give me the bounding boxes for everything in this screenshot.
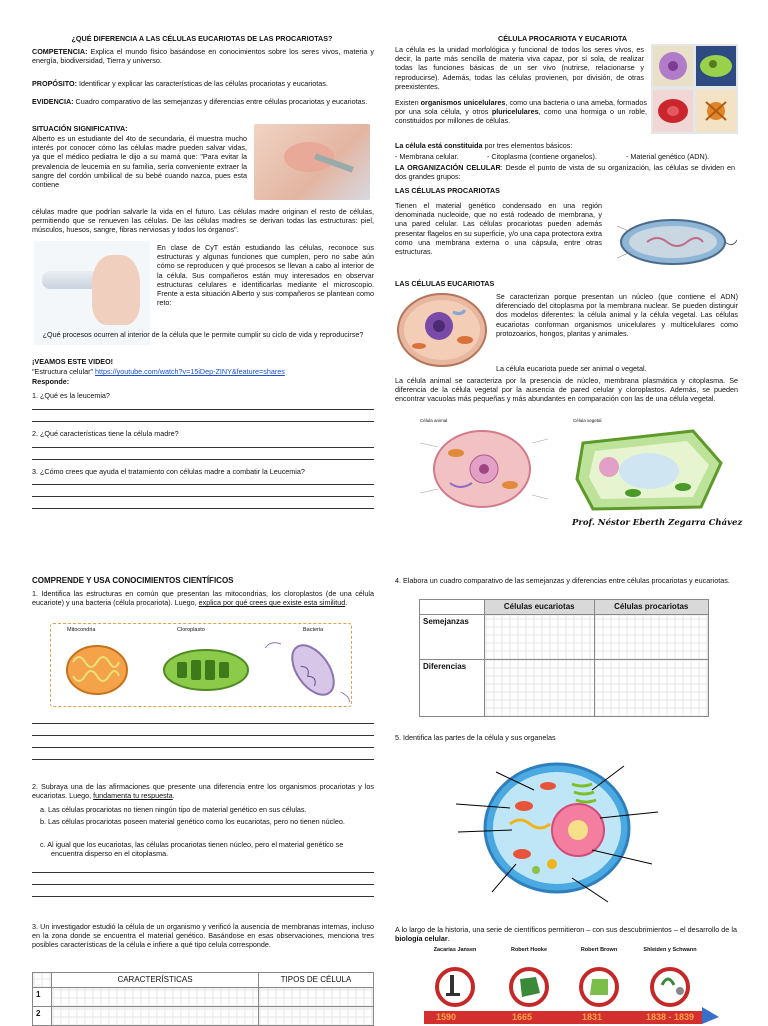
situacion-p3: En clase de CyT están estudiando las células, reconoce sus estructuras y algunas funciones que cumplen, pero no sabe aún cómo se reproducen y qué procesos se llevan a cabo al interior de la célula. Sus compañeros están muy interesados en observar estructuras celulares e identificarlas mediante el microscopio. Frente a esta situación Alberto y sus compañeros se plantean como reto: [157, 243, 374, 308]
element-cytoplasm: - Citoplasma (contiene organelos). [487, 152, 597, 161]
cell-parts-diagram [452, 746, 662, 906]
element-dna: - Material genético (ADN). [626, 152, 710, 161]
table-cell[interactable] [594, 615, 709, 660]
text-run: biología celular [395, 934, 448, 944]
header-eukaryotes: Células eucariotas [485, 600, 595, 615]
cells-collage-art [651, 44, 738, 134]
situacion-p2: células madre que podrían salvarle la vida en el futuro. Las células madre originan el resto de células, permitiendo que se renueven las células. De las células madres se derivan todas las estructuras: piel, músculos, huesos, sangre, fibras nerviosas y todos los órganos". [32, 207, 374, 235]
table-cell[interactable] [52, 988, 259, 1007]
eukaryote-diagram [395, 290, 490, 370]
table-corner [420, 600, 485, 615]
answer-line[interactable] [32, 759, 374, 760]
exercise-2 [32, 782, 374, 800]
text-run: Existen [395, 98, 421, 107]
table-cell[interactable] [52, 1007, 259, 1026]
text-run: . [447, 934, 450, 944]
cell-intro: La célula es la unidad morfológica y funcional de todos los seres vivos, es decir, la parte más sencilla de materia viva capaz, por sí sola, de realizar todas las funciones básicas de un ser vivo (nutrirse, relacionarse y reproducirse). Además, todas las células provienen, por división, de otras preexistentes. [395, 45, 644, 91]
table-row-number: 2 [33, 1007, 52, 1026]
uni-pluri-text [395, 98, 647, 126]
cells-collage [651, 44, 738, 134]
scientist-name: Robert Brown [580, 947, 618, 953]
text-run: , como una bacteria o una ameba, formados por una sola célula, y otros [395, 98, 647, 117]
situacion-p1: Alberto es un estudiante del 4to de secundaria, él muestra mucho interés por conocer cómo las células madre pueden salvar vidas, ya que el médico pediatra le dijo a su mamá que: "Para evitar la prevalencia de leucemia en su familia, sería conveniente extraer la sangre del cordón umbilical de su bebé cuando nazca, pues esta contiene [32, 134, 247, 190]
plant-cell-art [573, 423, 733, 515]
situacion-label: SITUACIÓN SIGNIFICATIVA: [32, 124, 128, 133]
author-signature: Prof. Néstor Eberth Zegarra Chávez [572, 518, 743, 528]
table-corner [33, 973, 52, 988]
table-cell[interactable] [485, 660, 595, 717]
text-run: . [172, 791, 175, 801]
question-3: 3. ¿Cómo crees que ayuda el tratamiento con células madre a combatir la Leucemia? [32, 467, 305, 476]
timeline-year: 1665 [512, 1012, 533, 1022]
table-header-cell-type: TIPOS DE CÉLULA [259, 973, 374, 988]
evidencia [32, 97, 374, 106]
answer-line[interactable] [32, 508, 374, 509]
text-run: organismos unicelulares [420, 98, 506, 107]
cell-elements-intro [395, 141, 735, 150]
question-1: 1. ¿Qué es la leucemia? [32, 391, 110, 400]
evidencia-label: EVIDENCIA: [32, 97, 74, 106]
text-run: LA ORGANIZACIÓN CELULAR [395, 163, 501, 172]
animal-cell-caption: Célula animal [420, 418, 448, 423]
competencia-label: COMPETENCIA: [32, 47, 88, 56]
timeline-year: 1838 - 1839 [646, 1012, 695, 1022]
eukaryote-heading: LAS CÉLULAS EUCARIOTAS [395, 279, 495, 288]
organelles-figure [50, 623, 352, 707]
text-run: 2. Subraya una de las afirmaciones que presente una diferencia entre los organismos procariotas y los eucariotas. Luego, [32, 782, 374, 801]
text-run: . [345, 598, 348, 608]
scientist-name: Shleiden y Schwann [643, 947, 697, 953]
text-run: A lo largo de la historia, una serie de científicos permitieron – con sus descubrimientos – el desarrollo de la [395, 925, 737, 934]
timeline-year: 1831 [582, 1012, 603, 1022]
answer-line[interactable] [32, 484, 374, 485]
prokaryote-text: Tienen el material genético condensado en una región denominada nucleoide, que no está rodeado de membrana, y una pared celular. Las células procariotas pueden además presentar flagelos en su superficie, y/o una capa protectora extra como una membrana externa o una cápsula, entre otras estructuras. [395, 201, 602, 257]
text-run: explica por qué crees que existe esta similitud [198, 598, 346, 608]
history-timeline [424, 947, 719, 1024]
plant-cell-diagram [573, 418, 733, 518]
exercise-1 [32, 589, 374, 607]
video-link[interactable]: https://youtube.com/watch?v=15iDep-ZINY&feature=shares [95, 367, 285, 376]
evidencia-text: Cuadro comparativo de las semejanzas y diferencias entre células procariotas y eucariotas. [75, 97, 368, 106]
table-cell[interactable] [259, 988, 374, 1007]
competencia [32, 47, 374, 65]
label-bacteria: Bacteria [303, 627, 324, 633]
page-title: ¿QUÉ DIFERENCIA A LAS CÉLULAS EUCARIOTAS DE LAS PROCARIOTAS? [71, 34, 333, 43]
prokaryote-heading: LAS CÉLULAS PROCARIOTAS [395, 186, 500, 195]
responde-label: Responde: [32, 377, 70, 386]
label-mitocondria: Mitocondria [67, 627, 96, 633]
newborn-photo [254, 124, 370, 200]
reto-question: ¿Qué procesos ocurren al interior de la célula que le permite cumplir su ciclo de vida y reproducirse? [42, 330, 364, 339]
animal-cell-art [420, 423, 550, 515]
header-prokaryotes: Células procariotas [594, 600, 709, 615]
option-b[interactable]: b. Las células procariotas poseen material genético como los eucariotas, pero no tienen núcleo. [40, 817, 345, 826]
prokaryote-art [607, 208, 737, 276]
exercise-3: 3. Un investigador estudió la célula de un organismo y verificó la ausencia de membranas internas, incluso en la zona donde se encuentra el material genético. Basándose en esas observaciones, menciona tres posibles características de la célula e infiere a qué tipo celula corresponde. [32, 922, 374, 950]
text-run: por tres elementos básicos: [482, 141, 573, 150]
answer-line[interactable] [32, 421, 374, 422]
video-heading: ¡VEAMOS ESTE VIDEO! [32, 357, 114, 366]
scientist-name: Zacarías Jansen [433, 947, 477, 953]
cell-parts-art [452, 746, 662, 906]
timeline-year: 1590 [436, 1012, 457, 1022]
row-differences: Diferencias [420, 660, 485, 717]
table-row-number: 1 [33, 988, 52, 1007]
animal-cell-diagram [420, 418, 550, 518]
cell-organization [395, 163, 735, 181]
question-2: 2. ¿Qué características tiene la célula madre? [32, 429, 179, 438]
table-cell[interactable] [594, 660, 709, 717]
option-a[interactable]: a. Las células procariotas no tienen ningún tipo de material genético en sus células. [40, 805, 307, 814]
video-label: "Estructura celular" [32, 367, 94, 376]
answer-line[interactable] [32, 735, 374, 736]
text-run: : Desde el punto de vista de su organización, las células se dividen en dos grandes grupos: [395, 163, 735, 182]
animal-cell-text: La célula animal se caracteriza por la presencia de núcleo, membrana plasmática y citoplasma. Se diferencia de la célula vegetal por la ausencia de pared celular y cloroplastos. Además, se pueden encontrar vacuolas más pequeñas y más abundantes en comparación con las de una célula vegetal. [395, 376, 738, 404]
table-header-characteristics: CARACTERÍSTICAS [52, 973, 259, 988]
answer-line[interactable] [32, 872, 374, 873]
row-similarities: Semejanzas [420, 615, 485, 660]
option-c[interactable]: c. Al igual que los eucariotas, las células procariotas tienen núcleo, pero el material genético se encuentra disperso en el citoplasma. [40, 840, 344, 859]
organelles-art [51, 632, 351, 704]
table-cell[interactable] [259, 1007, 374, 1026]
text-run: La célula está constituida [395, 141, 483, 150]
eukaryote-note: La célula eucariota puede ser animal o vegetal. [496, 364, 647, 373]
answer-line[interactable] [32, 896, 374, 897]
section-heading: COMPRENDE Y USA CONOCIMIENTOS CIENTÍFICOS [32, 576, 234, 585]
cell-section-title: CÉLULA PROCARIOTA Y EUCARIOTA [498, 34, 628, 43]
proposito-label: PROPÓSITO: [32, 79, 77, 88]
exercise-5: 5. Identifica las partes de la célula y sus organelas [395, 733, 556, 742]
table-cell[interactable] [485, 615, 595, 660]
element-membrane: - Membrana celular. [395, 152, 459, 161]
prokaryote-diagram [607, 208, 737, 276]
text-run: pluricelulares [491, 107, 539, 117]
answer-line[interactable] [32, 496, 374, 497]
text-run: , como una hormiga o un roble, constituidos por millones de células. [395, 107, 647, 126]
eukaryote-text: Se caracterizan porque presentan un núcleo (que contiene el ADN) diferenciado del citoplasma por la membrana nuclear. Se pueden distinguir dos modelos diferentes: la célula animal y la célula vegetal. Las células eucariotas conforman organismos unicelulares y multicelulares como protozoarios, hongos, plantas y animales. [496, 292, 738, 338]
answer-line[interactable] [32, 447, 374, 448]
answer-line[interactable] [32, 884, 374, 885]
eukaryote-art [395, 290, 490, 370]
history-intro [395, 925, 737, 943]
answer-line[interactable] [32, 459, 374, 460]
comparison-table [419, 599, 709, 717]
proposito [32, 79, 374, 88]
label-cloroplasto: Cloroplasto [177, 627, 205, 633]
exercise-4: 4. Elabora un cuadro comparativo de las semejanzas y diferencias entre células procariotas y eucariotas. [395, 576, 730, 585]
text-run: 1. Identifica las estructuras en común que presentan las mitocondrias, los cloroplastos (de una célula eucariote) y una bacteria (célula procariota). Luego, [32, 589, 374, 608]
competencia-text: Explica el mundo físico basándose en conocimientos sobre los seres vivos, materia y energía, biodiversidad, Tierra y universo. [32, 47, 374, 66]
answer-line[interactable] [32, 409, 374, 410]
answer-line[interactable] [32, 723, 374, 724]
scientist-name: Robert Hooke [510, 947, 548, 953]
text-run: fundamenta tu respuesta [93, 791, 173, 801]
plant-cell-caption: Célula vegetal [573, 418, 602, 423]
characteristics-table [32, 972, 374, 1026]
answer-line[interactable] [32, 747, 374, 748]
proposito-text: Identificar y explicar las características de las células procariotas y eucariotas. [79, 79, 328, 88]
video-line [32, 367, 374, 376]
